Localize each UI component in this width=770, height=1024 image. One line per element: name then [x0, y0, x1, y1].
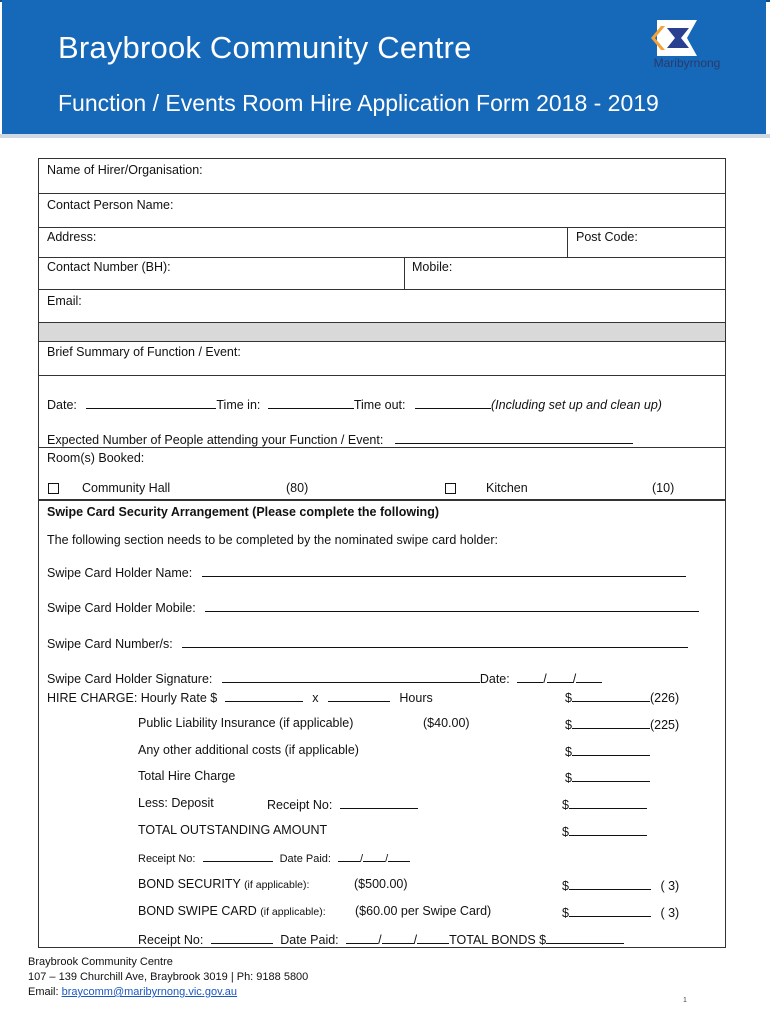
hourly-rate-field[interactable] [225, 689, 303, 702]
total-hire-label: Total Hire Charge [138, 769, 236, 783]
dollar-sign: $ [562, 879, 569, 893]
bond-swipe-if-applicable: (if applicable): [260, 906, 326, 918]
time-out-field[interactable] [415, 396, 491, 409]
code-3: ( 3) [660, 906, 680, 920]
signature-day-field[interactable] [517, 670, 543, 683]
postcode-label: Post Code: [576, 230, 638, 244]
code-3: ( 3) [660, 879, 680, 893]
deposit-receipt-field[interactable] [340, 796, 418, 809]
receipt-field[interactable] [203, 851, 273, 862]
footer-address: 107 – 139 Churchill Ave, Braybrook 3019 | Ph: 9188 5800 [28, 971, 309, 983]
footer [28, 955, 308, 1000]
footer-email-line [28, 985, 308, 1000]
people-label: Expected Number of People attending your Function / Event: [47, 433, 384, 447]
bond-security-total [562, 877, 679, 893]
rooms-label: Room(s) Booked: [47, 451, 145, 465]
community-hall-capacity: (80) [286, 481, 309, 495]
code-226: (226) [649, 691, 680, 705]
bond-security-field[interactable] [569, 877, 651, 890]
hire-charge-label: HIRE CHARGE: [47, 691, 138, 705]
deposit-receipt-line [267, 796, 418, 812]
receipt-date-line: Receipt No: Date Paid: / / [138, 851, 410, 865]
holder-name-field[interactable] [202, 564, 686, 577]
mobile-label: Mobile: [412, 260, 453, 274]
time-in-field[interactable] [268, 396, 354, 409]
dollar-sign: $ [565, 718, 572, 732]
swipe-numbers-label: Swipe Card Number/s: [47, 637, 173, 651]
swipe-numbers-field[interactable] [182, 635, 688, 648]
kitchen-label: Kitchen [486, 481, 528, 495]
total-outstanding-label: TOTAL OUTSTANDING AMOUNT [138, 823, 328, 837]
bond-security-if-applicable: (if applicable): [244, 879, 310, 891]
signature-year-field[interactable] [576, 670, 602, 683]
hours-field[interactable] [328, 689, 390, 702]
deposit-field[interactable] [569, 796, 647, 809]
holder-mobile-field[interactable] [205, 599, 699, 612]
row-address [39, 227, 725, 257]
signature-field[interactable] [222, 670, 480, 683]
bond-security-label: BOND SECURITY [138, 877, 241, 891]
total-outstanding-field[interactable] [569, 823, 647, 836]
hire-charge-line [47, 689, 433, 705]
signature-date-label: Date: [479, 672, 510, 686]
kitchen-option[interactable] [445, 481, 456, 495]
community-hall-checkbox[interactable] [48, 483, 59, 494]
dollar-sign: $ [562, 906, 569, 920]
dollar-sign: $ [562, 798, 569, 812]
banner-bottom-rule [0, 134, 770, 138]
page-title: Braybrook Community Centre [58, 30, 472, 65]
time-out-label: Time out: [353, 398, 406, 412]
total-bonds-field[interactable] [546, 931, 624, 944]
date-paid-label: Date Paid: [279, 853, 331, 865]
row-email [39, 289, 725, 322]
signature-label: Swipe Card Holder Signature: [47, 672, 213, 686]
deposit-receipt-label: Receipt No: [267, 798, 333, 812]
bond-receipt-label: Receipt No: [138, 933, 204, 947]
swipe-intro: The following section needs to be completed by the nominated swipe card holder: [47, 533, 498, 547]
hire-charge-amount [565, 689, 679, 705]
hire-charge-section [39, 689, 725, 947]
date-label: Date: [47, 398, 77, 412]
additional-label: Any other additional costs (if applicable) [138, 743, 359, 757]
additional-field[interactable] [572, 743, 650, 756]
bond-date-month-field[interactable] [382, 931, 414, 944]
total-outstanding-amount [562, 823, 647, 839]
community-hall-option[interactable] [48, 481, 59, 495]
bond-swipe-line [138, 904, 326, 918]
footer-org: Braybrook Community Centre [28, 956, 173, 968]
hirer-name-label: Name of Hirer/Organisation: [47, 163, 203, 177]
date-paid-month-field[interactable] [363, 851, 385, 862]
liability-field[interactable] [572, 716, 650, 729]
dollar-sign: $ [565, 771, 572, 785]
row-contact-number [39, 257, 725, 289]
bond-swipe-amount: ($60.00 per Swipe Card) [355, 904, 492, 918]
swipe-heading: Swipe Card Security Arrangement (Please complete the following) [47, 505, 439, 519]
holder-name-line [47, 564, 686, 580]
setup-note: (Including set up and clean up) [490, 398, 662, 412]
total-bonds-label: TOTAL BONDS $ [449, 933, 547, 947]
dollar-sign: $ [565, 691, 572, 705]
hourly-rate-label: Hourly Rate $ [140, 691, 218, 705]
total-hire-amount [565, 769, 650, 785]
hire-charge-field[interactable] [572, 689, 650, 702]
receipt-label: Receipt No: [138, 853, 196, 865]
holder-mobile-line [47, 599, 699, 615]
signature-month-field[interactable] [547, 670, 573, 683]
liability-amount: ($40.00) [423, 716, 470, 730]
date-paid-day-field[interactable] [338, 851, 360, 862]
people-field[interactable] [395, 431, 633, 444]
address-divider [567, 228, 568, 257]
row-hirer-name [39, 159, 725, 193]
bond-date-paid-label: Date Paid: [280, 933, 339, 947]
time-in-label: Time in: [216, 398, 261, 412]
date-time-line [47, 396, 662, 412]
bond-date-day-field[interactable] [346, 931, 378, 944]
deposit-amount [562, 796, 647, 812]
times-label: x [312, 691, 319, 705]
swipe-numbers-line [47, 635, 688, 651]
contact-person-label: Contact Person Name: [47, 198, 174, 212]
date-field[interactable] [86, 396, 216, 409]
community-hall-label: Community Hall [82, 481, 171, 495]
bond-security-line [138, 877, 309, 891]
logo-text: Maribyrnong [653, 56, 721, 70]
application-form [38, 158, 726, 948]
row-summary [39, 341, 725, 375]
people-line [47, 431, 633, 447]
kitchen-capacity: (10) [652, 481, 675, 495]
dollar-sign: $ [565, 745, 572, 759]
signature-line: Swipe Card Holder Signature: Date: / / [47, 670, 602, 686]
less-deposit-label: Less: Deposit [138, 796, 214, 810]
holder-mobile-label: Swipe Card Holder Mobile: [47, 601, 196, 615]
date-paid-year-field[interactable] [388, 851, 410, 862]
bond-date-year-field[interactable] [417, 931, 449, 944]
dollar-sign: $ [562, 825, 569, 839]
bond-swipe-label: BOND SWIPE CARD [138, 904, 257, 918]
holder-name-label: Swipe Card Holder Name: [47, 566, 193, 580]
address-label: Address: [47, 230, 97, 244]
council-logo [637, 18, 737, 78]
liability-label: Public Liability Insurance (if applicable) [138, 716, 354, 730]
row-contact-person [39, 193, 725, 227]
bond-receipt-line: Receipt No: Date Paid: / / TOTAL BONDS $ [138, 931, 624, 947]
additional-amount [565, 743, 650, 759]
swipe-card-section [39, 499, 725, 689]
contact-bh-label: Contact Number (BH): [47, 260, 171, 274]
shaded-separator [39, 322, 725, 341]
logo-chevron-icon [637, 18, 737, 58]
kitchen-checkbox[interactable] [445, 483, 456, 494]
page-number: 1 [683, 997, 687, 1004]
contact-divider [404, 258, 405, 289]
email-label: Email: [47, 294, 82, 308]
page-subtitle: Function / Events Room Hire Application Form 2018 - 2019 [58, 90, 659, 116]
bond-swipe-total [562, 904, 679, 920]
footer-email-label: Email: [28, 986, 59, 998]
bond-receipt-field[interactable] [211, 931, 273, 944]
bond-swipe-field[interactable] [569, 904, 651, 917]
summary-label: Brief Summary of Function / Event: [47, 345, 241, 359]
row-date-time [39, 375, 725, 447]
footer-email-link[interactable]: braycomm@maribyrnong.vic.gov.au [61, 986, 238, 998]
hours-label: Hours [399, 691, 433, 705]
total-hire-field[interactable] [572, 769, 650, 782]
liability-amount-field [565, 716, 679, 732]
row-rooms [39, 447, 725, 499]
code-225: (225) [649, 718, 680, 732]
bond-security-amount: ($500.00) [354, 877, 408, 891]
